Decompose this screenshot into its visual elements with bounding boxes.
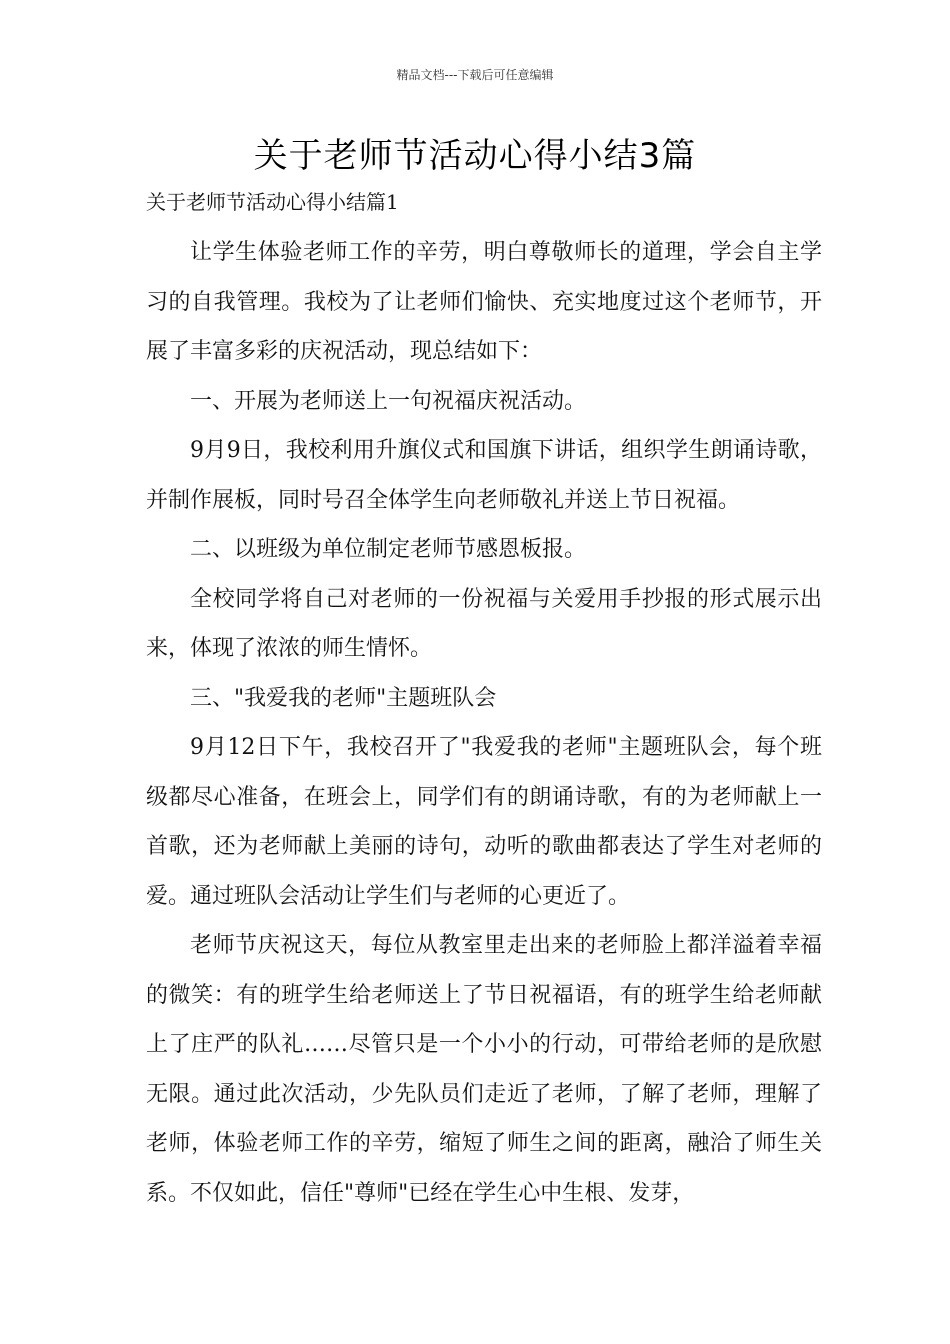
header-note: 精品文档---下载后可任意编辑 (396, 68, 554, 82)
paragraph: 三、"我爱我的老师"主题班队会 (190, 685, 497, 711)
paragraph: 9月9日，我校利用升旗仪式和国旗下讲话，组织学生朗诵诗歌，并制作展板，同时号召全体学生向老师敬礼并送上节日祝福。 (146, 438, 822, 513)
document-title: 关于老师节活动心得小结3篇 (253, 136, 697, 176)
paragraph: 老师节庆祝这天，每位从教室里走出来的老师脸上都洋溢着幸福的微笑：有的班学生给老师送上了节日祝福语，有的班学生给老师献上了庄严的队礼……尽管只是一个小小的行动，可带给老师的是欣慰无限。通过此次活动，少先队员们走近了老师，了解了老师，理解了老师，体验老师工作的辛劳，缩短了师生之间的距离，融洽了师生关系。不仅如此，信任"尊师"已经在学生心中生根、发芽， (146, 933, 822, 1206)
document-body (146, 228, 822, 1218)
section-heading: 关于老师节活动心得小结篇1 (146, 190, 399, 214)
paragraph: 全校同学将自己对老师的一份祝福与关爱用手抄报的形式展示出来，体现了浓浓的师生情怀。 (146, 586, 822, 661)
paragraph: 让学生体验老师工作的辛劳，明白尊敬师长的道理，学会自主学习的自我管理。我校为了让老师们愉快、充实地度过这个老师节，开展了丰富多彩的庆祝活动，现总结如下： (146, 240, 822, 364)
paragraph: 一、开展为老师送上一句祝福庆祝活动。 (190, 388, 587, 414)
paragraph: 二、以班级为单位制定老师节感恩板报。 (190, 537, 587, 562)
paragraph: 9月12日下午，我校召开了"我爱我的老师"主题班队会，每个班级都尽心准备，在班会上，同学们有的朗诵诗歌，有的为老师献上一首歌，还为老师献上美丽的诗句，动听的歌曲都表达了学生对老师的爱。通过班队会活动让学生们与老师的心更近了。 (146, 735, 822, 909)
